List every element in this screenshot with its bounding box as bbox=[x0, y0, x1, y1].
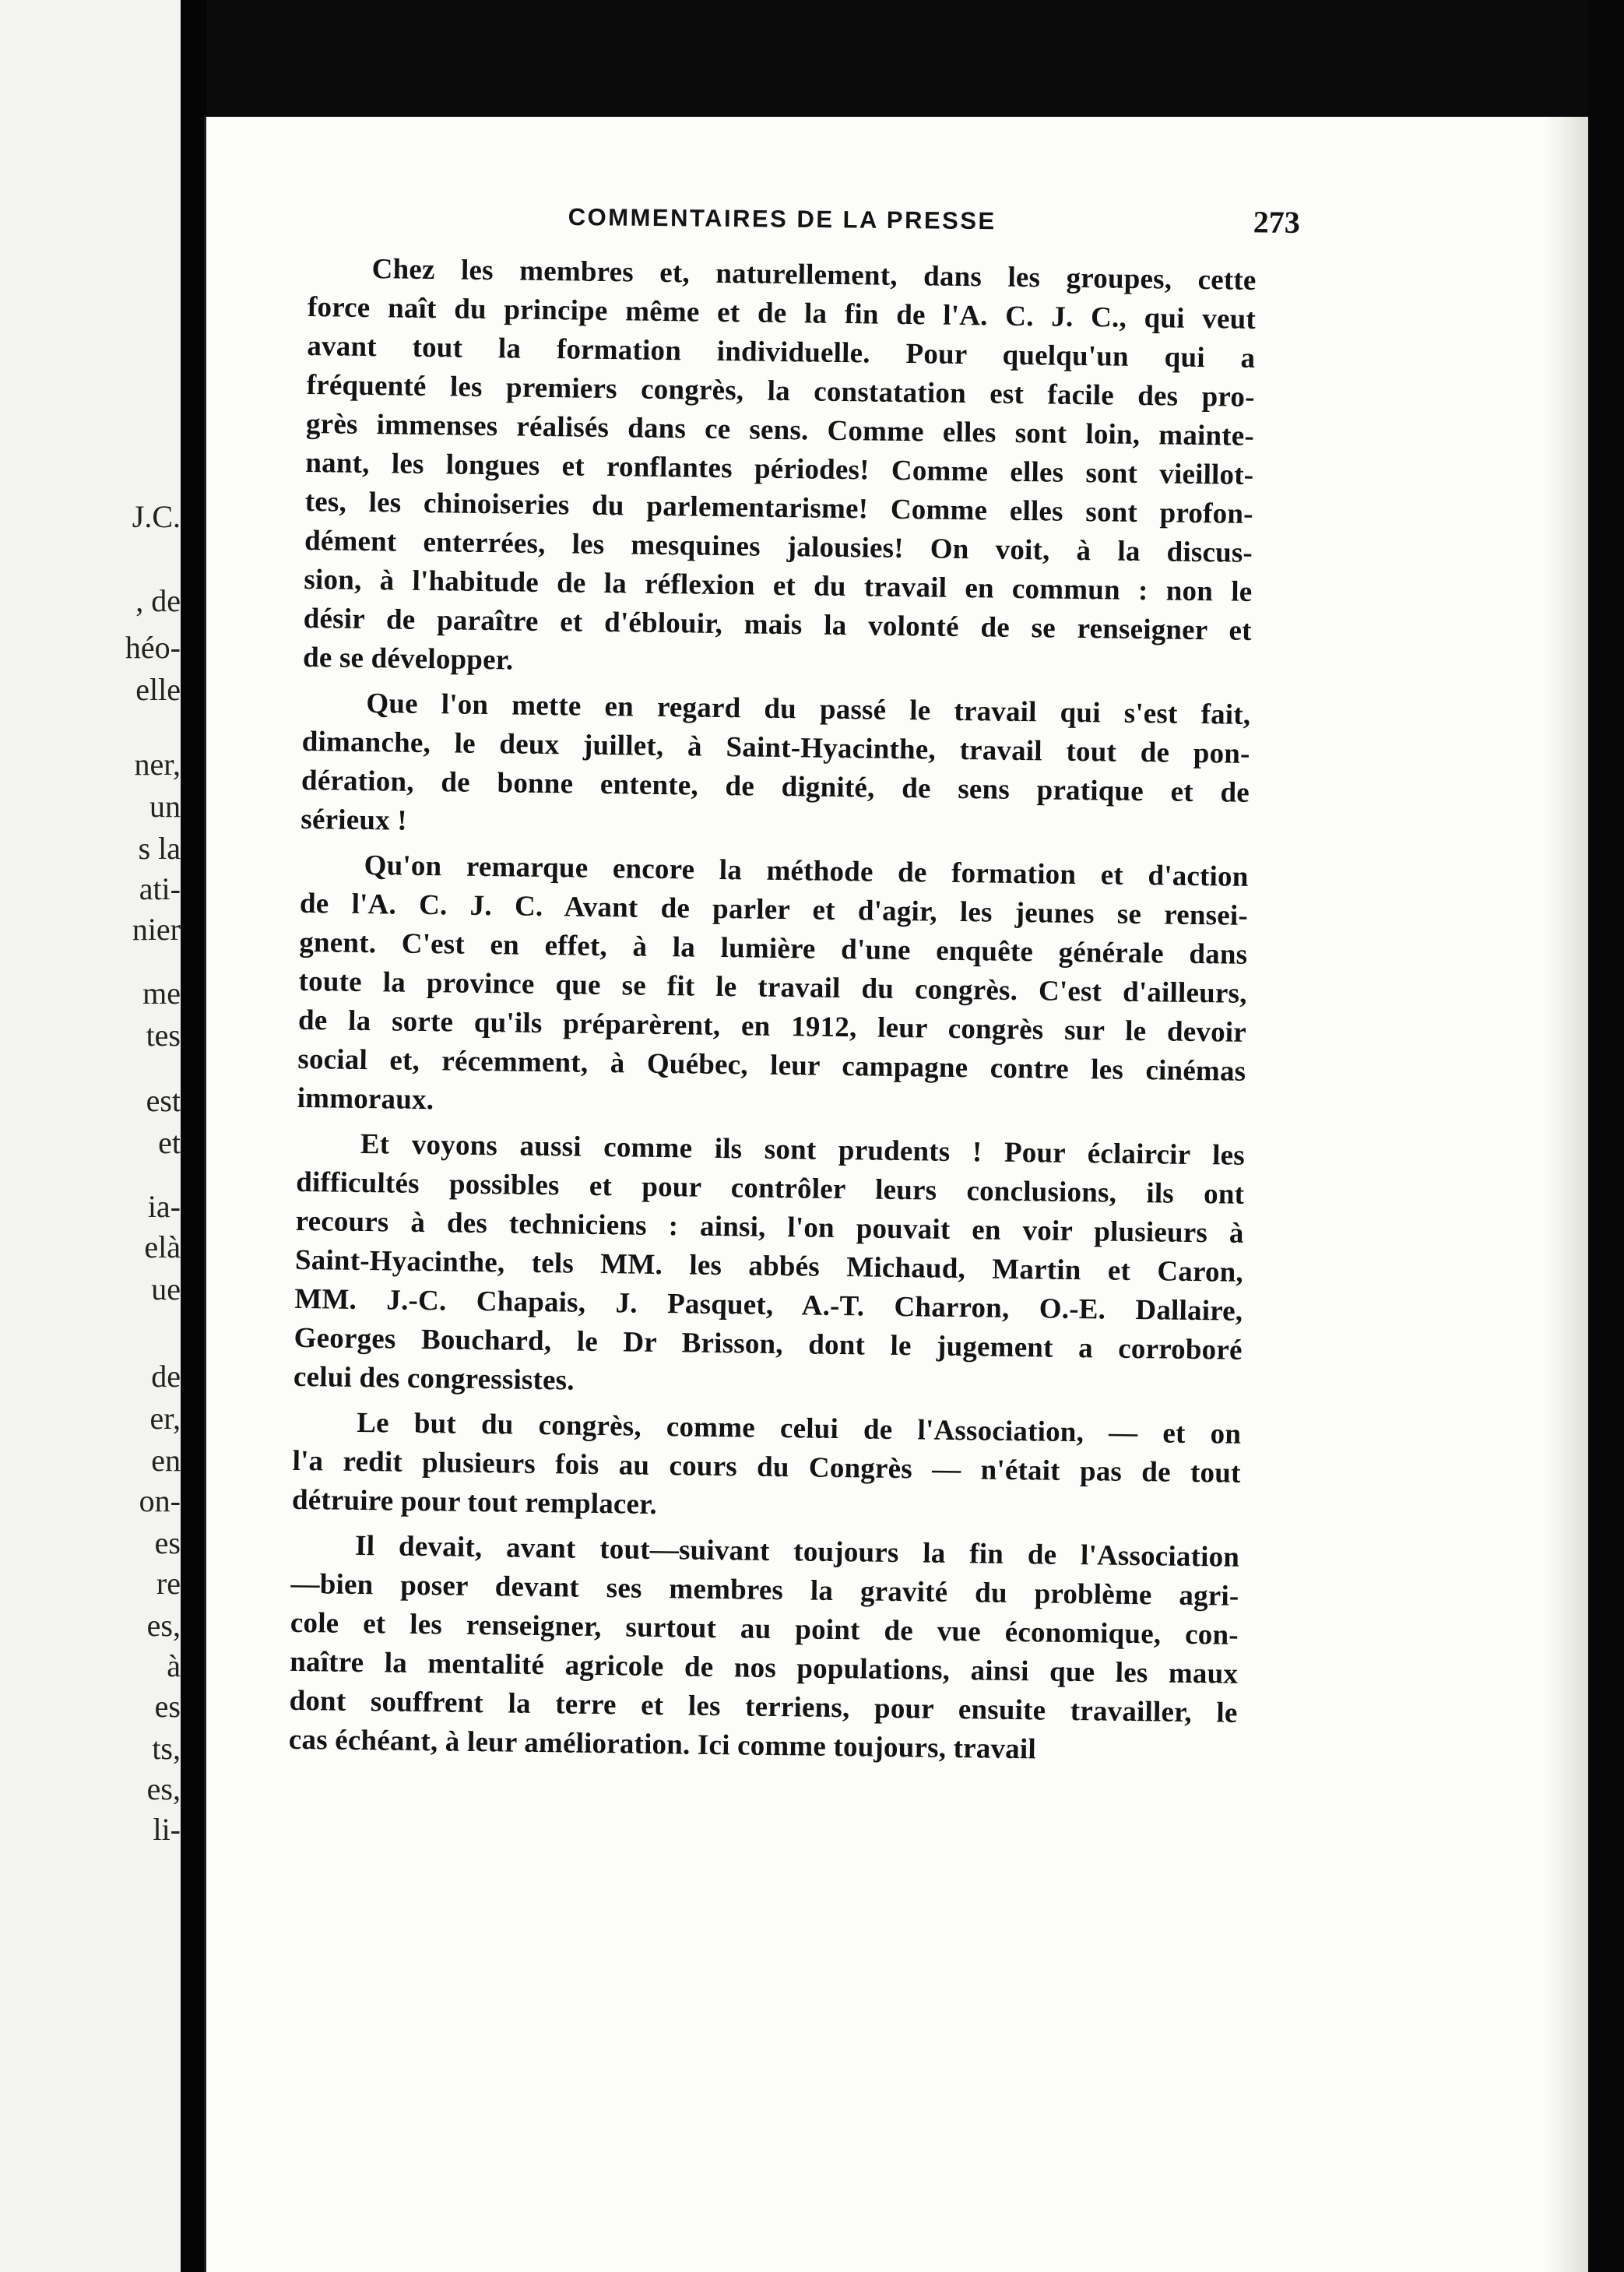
left-page-fragment-line: en bbox=[151, 1443, 181, 1478]
left-page-fragment-line: ue bbox=[151, 1271, 181, 1307]
left-page-fragment-line: nier bbox=[132, 912, 181, 947]
text-line: dimanche, le deux juillet, à Saint-Hyacinthe, travail tout de pon- bbox=[301, 725, 1250, 770]
text-line: grès immenses réalisés dans ce sens. Comme elles sont loin, mainte- bbox=[305, 407, 1255, 452]
text-line: détruire pour tout remplacer. bbox=[291, 1483, 658, 1521]
text-line: avant tout la formation individuelle. Pour quelqu'un qui a bbox=[307, 329, 1256, 375]
left-page-fragment-line: , de bbox=[135, 583, 181, 618]
text-line: dément enterrées, les mesquines jalousies! On voit, à la discus- bbox=[304, 524, 1253, 569]
left-page-fragment-line: ia- bbox=[147, 1189, 181, 1224]
paragraph bbox=[289, 1526, 1240, 1772]
text-line: gnent. C'est en effet, à la lumière d'une enquête générale dans bbox=[299, 926, 1248, 971]
text-line: sion, à l'habitude de la réflexion et du travail en commun : non le bbox=[304, 563, 1253, 608]
paragraph bbox=[297, 846, 1248, 1131]
text-line: celui des congressistes. bbox=[293, 1360, 575, 1397]
left-page-fragment-line: er, bbox=[149, 1401, 181, 1436]
text-line: cole et les renseigner, surtout au point de vue économique, con- bbox=[290, 1606, 1239, 1651]
text-line: toute la province que se fit le travail du congrès. C'est d'ailleurs, bbox=[298, 965, 1247, 1010]
left-page-fragment-line: ts, bbox=[152, 1731, 181, 1766]
text-line: Georges Bouchard, le Dr Brisson, dont le jugement a corroboré bbox=[294, 1321, 1243, 1366]
left-page-fragment-line: et bbox=[158, 1125, 181, 1160]
left-page-fragment-line: un bbox=[149, 789, 181, 824]
text-line: naître la mentalité agricole de nos populations, ainsi que les maux bbox=[289, 1645, 1239, 1690]
paragraph bbox=[294, 1124, 1245, 1409]
left-page-fragment-line: tes bbox=[146, 1018, 181, 1053]
paragraph bbox=[303, 249, 1257, 690]
left-page-fragment-line: s la bbox=[138, 831, 181, 866]
left-page-fragment-line: à bbox=[167, 1648, 181, 1683]
text-line: Et voyons aussi comme ils sont prudents ! Pour éclaircir les bbox=[360, 1127, 1246, 1172]
text-line: cas échéant, à leur amélioration. Ici comme toujours, travail bbox=[288, 1723, 1037, 1766]
text-line: immoraux. bbox=[297, 1081, 434, 1117]
left-page-fragment-line: est bbox=[146, 1083, 181, 1118]
left-page-fragment-line: es, bbox=[146, 1771, 181, 1806]
paragraph bbox=[292, 1403, 1242, 1532]
text-line: Saint-Hyacinthe, tels MM. les abbés Michaud, Martin et Caron, bbox=[294, 1243, 1244, 1289]
book-gutter bbox=[181, 0, 207, 2272]
left-page-fragment bbox=[0, 0, 181, 2272]
left-page-fragment-line: re bbox=[156, 1566, 181, 1601]
body-text bbox=[289, 249, 1257, 1772]
left-page-fragment-line: on- bbox=[139, 1483, 181, 1518]
text-line: sérieux ! bbox=[301, 803, 408, 837]
text-line: l'a redit plusieurs fois au cours du Congrès — n'était pas de tout bbox=[292, 1444, 1241, 1489]
text-line: recours à des techniciens : ainsi, l'on pouvait en voir plusieurs à bbox=[295, 1205, 1244, 1250]
left-page-fragment-line: es, bbox=[146, 1608, 181, 1643]
page-edge-shading bbox=[1544, 117, 1591, 2272]
left-page-fragment-line: es bbox=[154, 1689, 181, 1724]
text-line: difficultés possibles et pour contrôler leurs conclusions, ils ont bbox=[296, 1166, 1245, 1211]
text-line: Il devait, avant tout—suivant toujours la fin de l'Association bbox=[354, 1529, 1240, 1574]
left-page-text-column bbox=[0, 0, 181, 2272]
scan-border bbox=[1588, 0, 1624, 2272]
left-page-fragment-line: li- bbox=[153, 1812, 181, 1847]
left-page-fragment-line: elà bbox=[144, 1229, 181, 1264]
left-page-fragment-line: héo- bbox=[125, 630, 181, 665]
text-line: de se développer. bbox=[302, 641, 514, 677]
left-page-fragment-line: ner, bbox=[134, 747, 181, 782]
paragraph bbox=[301, 684, 1251, 852]
text-line: Chez les membres et, naturellement, dans les groupes, cette bbox=[371, 253, 1257, 297]
text-line: tes, les chinoiseries du parlementarisme! Comme elles sont profon- bbox=[304, 485, 1253, 530]
text-line: de l'A. C. J. C. Avant de parler et d'agir, les jeunes se rensei- bbox=[299, 887, 1249, 932]
left-page-fragment-line: J.C. bbox=[132, 499, 181, 534]
running-header bbox=[326, 195, 1300, 251]
text-line: —bien poser devant ses membres la gravité du problème agri- bbox=[290, 1567, 1239, 1613]
left-page-fragment-line: ati- bbox=[139, 871, 181, 906]
text-line: MM. J.-C. Chapais, J. Pasquet, A.-T. Charron, O.-E. Dallaire, bbox=[294, 1282, 1243, 1328]
text-line: désir de paraître et d'éblouir, mais la volonté de se renseigner et bbox=[303, 602, 1252, 647]
running-title: COMMENTAIRES DE LA PRESSE bbox=[568, 202, 997, 235]
page-number: 273 bbox=[1253, 204, 1300, 240]
text-line: fréquenté les premiers congrès, la constatation est facile des pro- bbox=[306, 368, 1255, 413]
text-line: Le but du congrès, comme celui de l'Association, — et on bbox=[357, 1406, 1242, 1451]
text-line: Qu'on remarque encore la méthode de formation et d'action bbox=[364, 849, 1249, 893]
text-line: social et, récemment, à Québec, leur campagne contre les cinémas bbox=[297, 1043, 1246, 1088]
text-line: Que l'on mette en regard du passé le travail qui s'est fait, bbox=[366, 688, 1251, 731]
left-page-fragment-line: es bbox=[154, 1525, 181, 1560]
text-line: nant, les longues et ronflantes périodes! Comme elles sont vieillot- bbox=[305, 446, 1254, 491]
text-line: force naît du principe même et de la fin de l'A. C. J. C., qui veut bbox=[307, 290, 1257, 336]
left-page-fragment-line: de bbox=[151, 1359, 181, 1394]
text-line: de la sorte qu'ils préparèrent, en 1912, leur congrès sur le devoir bbox=[297, 1004, 1247, 1049]
text-line: dération, de bonne entente, de dignité, de sens pratique et de bbox=[301, 764, 1250, 809]
left-page-fragment-line: me bbox=[142, 976, 181, 1011]
left-page-fragment-line: elle bbox=[135, 672, 181, 707]
text-line: dont souffrent la terre et les terriens, pour ensuite travailler, le bbox=[289, 1684, 1238, 1729]
